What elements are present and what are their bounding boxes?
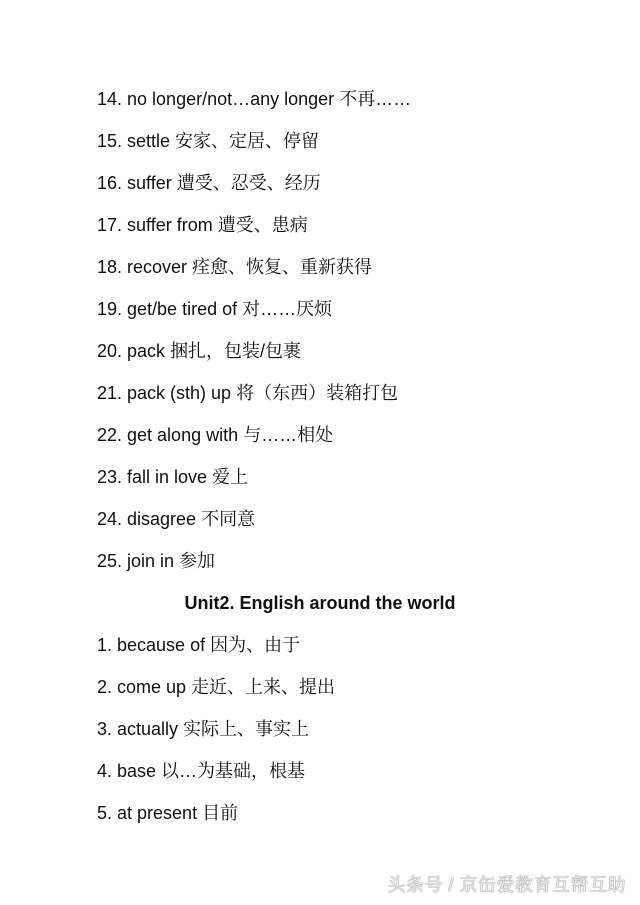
vocab-item: [97, 382, 398, 404]
vocab-meaning: 目前: [202, 803, 239, 823]
vocab-meaning: 捆扎，包装/包裹: [170, 341, 302, 361]
watermark: 头条号 / 京缶爱教育互帮互助: [387, 875, 626, 895]
vocab-meaning: 参加: [179, 551, 216, 571]
vocab-term: 22. get along with: [97, 425, 239, 445]
vocab-item: [97, 424, 333, 446]
vocab-meaning: 不同意: [201, 509, 256, 529]
vocab-meaning: 痊愈、恢复、重新获得: [192, 257, 373, 277]
vocab-meaning: 爱上: [212, 467, 249, 487]
vocab-item: [97, 508, 255, 530]
vocab-term: 19. get/be tired of: [97, 299, 238, 319]
vocab-meaning: 对……厌烦: [242, 299, 333, 319]
vocab-item: [97, 172, 321, 194]
vocab-item: [97, 130, 319, 152]
vocab-item: [97, 214, 308, 236]
vocab-term: 3. actually: [97, 719, 179, 739]
vocab-term: 2. come up: [97, 677, 187, 697]
vocab-meaning: 实际上、事实上: [183, 719, 310, 739]
vocab-term: 17. suffer from: [97, 215, 213, 235]
vocab-item: [97, 340, 301, 362]
vocab-item: [97, 256, 372, 278]
vocab-meaning: 将（东西）装箱打包: [236, 383, 399, 403]
vocab-term: 25. join in: [97, 551, 175, 571]
vocab-term: 15. settle: [97, 131, 171, 151]
vocab-term: 5. at present: [97, 803, 198, 823]
vocab-item: [97, 88, 411, 110]
vocab-term: 1. because of: [97, 635, 206, 655]
vocab-item: [97, 634, 300, 656]
vocab-item: [97, 676, 335, 698]
vocab-term: 18. recover: [97, 257, 188, 277]
vocab-meaning: 遭受、忍受、经历: [176, 173, 321, 193]
vocab-meaning: 与……相处: [243, 425, 334, 445]
vocab-term: 21. pack (sth) up: [97, 383, 232, 403]
vocab-meaning: 遭受、患病: [217, 215, 308, 235]
vocab-meaning: 走近、上来、提出: [191, 677, 336, 697]
vocab-item: [97, 718, 309, 740]
vocab-item: [97, 550, 215, 572]
vocab-item: [97, 802, 238, 824]
vocab-term: 23. fall in love: [97, 467, 208, 487]
vocab-term: 20. pack: [97, 341, 166, 361]
vocab-term: 24. disagree: [97, 509, 197, 529]
vocab-term: 14. no longer/not…any longer: [97, 89, 335, 109]
vocab-term: 4. base: [97, 761, 157, 781]
vocab-meaning: 不再……: [339, 89, 412, 109]
vocab-item: [97, 298, 332, 320]
vocab-meaning: 因为、由于: [210, 635, 301, 655]
vocab-term: 16. suffer: [97, 173, 172, 193]
vocab-meaning: 以…为基础，根基: [161, 761, 306, 781]
vocab-item: [97, 760, 305, 782]
unit-heading: Unit2. English around the world: [184, 593, 456, 613]
vocab-item: [97, 466, 248, 488]
vocab-meaning: 安家、定居、停留: [175, 131, 320, 151]
